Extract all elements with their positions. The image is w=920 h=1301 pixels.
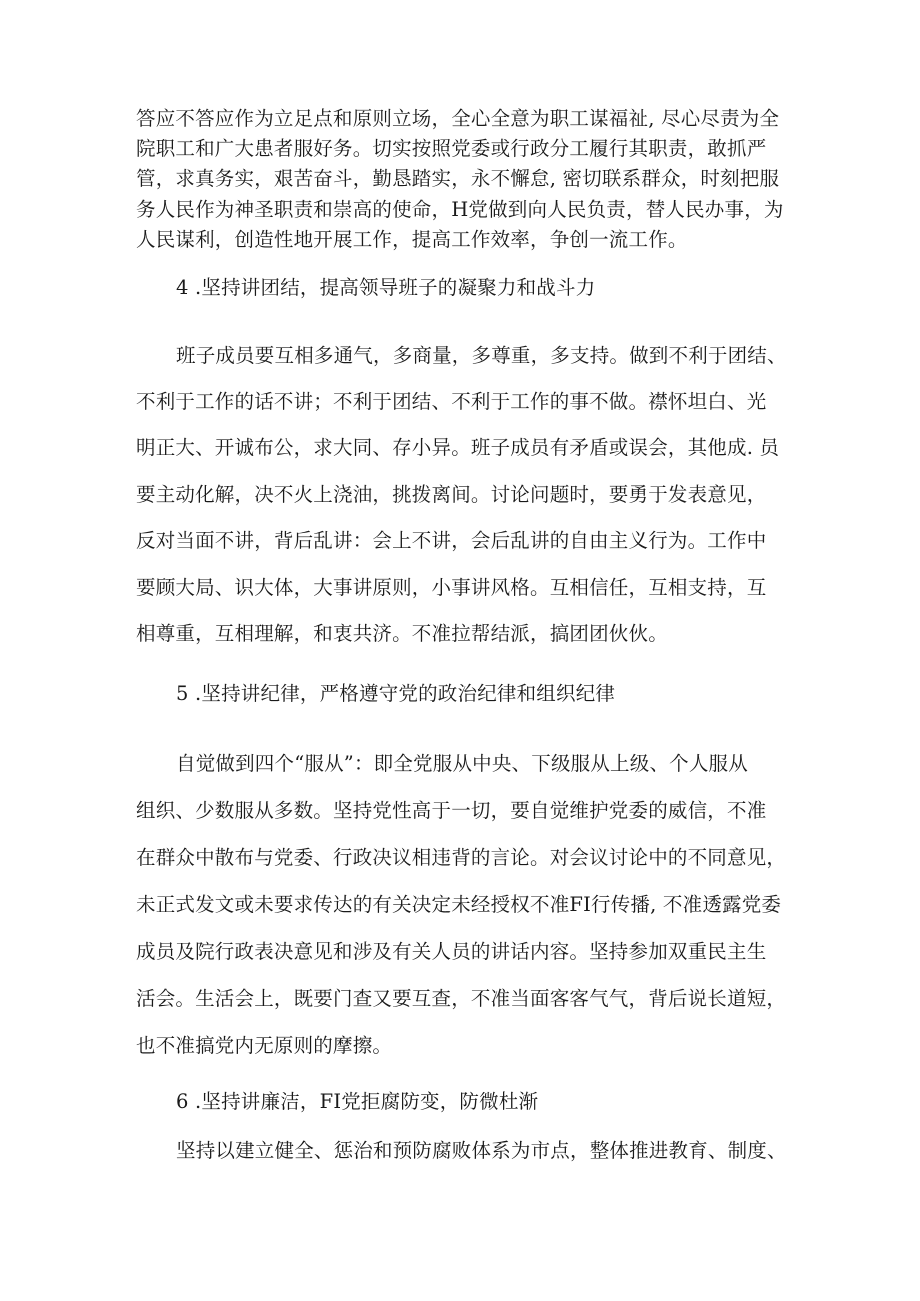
paragraph-line: 成员及院行政表决意见和涉及有关人员的讲话内容。坚持参加双重民主生 — [136, 940, 767, 963]
paragraph-line: 不利于工作的话不讲；不利于团结、不利于工作的事不做。襟怀坦白、光 — [136, 390, 767, 413]
paragraph-line: 自觉做到四个“服从”：即全党服从中央、下级服从上级、个人服从 — [176, 752, 748, 775]
paragraph-line: 在群众中散布与党委、行政决议相违背的言论。对会议讨论中的不同意见， — [136, 846, 787, 869]
paragraph-line: 组织、少数服从多数。坚持党性高于一切，要自觉维护党委的威信，不准 — [136, 799, 767, 822]
paragraph-line: 坚持以建立健全、惩治和预防腐败体系为市点，整体推进教育、制度、 — [176, 1139, 787, 1162]
paragraph-line: 班子成员要互相多通气，多商量，多尊重，多支持。做到不利于团结、 — [176, 344, 787, 367]
paragraph-line: 反对当面不讲，背后乱讲：会上不讲，会后乱讲的自由主义行为。工作中 — [136, 529, 767, 552]
paragraph-line: 活会。生活会上，既要门查又要互查，不准当面客客气气，背后说长道短， — [136, 987, 787, 1010]
paragraph-line: 也不准搞党内无原则的摩擦。 — [136, 1034, 393, 1057]
paragraph-line: 要顾大局、识大体，大事讲原则，小事讲风格。互相信任，互相支持，互 — [136, 576, 767, 599]
paragraph-line: 务人民作为神圣职责和崇高的使命，H党做到向人民负责，替人民办事，为 — [136, 198, 784, 221]
paragraph-line: 要主动化解，决不火上浇油，挑拨离间。讨论问题时，要勇于发表意见， — [136, 483, 767, 506]
paragraph-line: 管，求真务实，艰苦奋斗，勤恳踏实，永不懈怠, 密切联系群众，时刻把服 — [136, 167, 780, 190]
section-heading-5: 5 .坚持讲纪律，严格遵守党的政治纪律和组织纪律 — [176, 682, 616, 705]
paragraph-line: 人民谋利，创造性地开展工作，提高工作效率，争创一流工作。 — [136, 228, 688, 251]
paragraph-line: 院职工和广大患者服好务。切实按照党委或行政分工履行其职责，敢抓严 — [136, 137, 767, 160]
section-heading-6: 6 .坚持讲廉洁，FI党拒腐防变，防微杜渐 — [176, 1090, 539, 1113]
section-heading-4: 4 .坚持讲团结，提高领导班子的凝聚力和战斗力 — [176, 276, 596, 299]
paragraph-line: 未正式发文或未要求传达的有关决定未经授权不准FI行传播, 不准透露党委 — [136, 893, 782, 916]
paragraph-line: 明正大、开诚布公，求大同、存小异。班子成员有矛盾或误会，其他成. 员 — [136, 436, 780, 459]
paragraph-line: 答应不答应作为立足点和原则立场，全心全意为职工谋福祉, 尽心尽责为全 — [136, 107, 780, 130]
paragraph-line: 相尊重，互相理解，和衷共济。不准拉帮结派，搞团团伙伙。 — [136, 622, 668, 645]
